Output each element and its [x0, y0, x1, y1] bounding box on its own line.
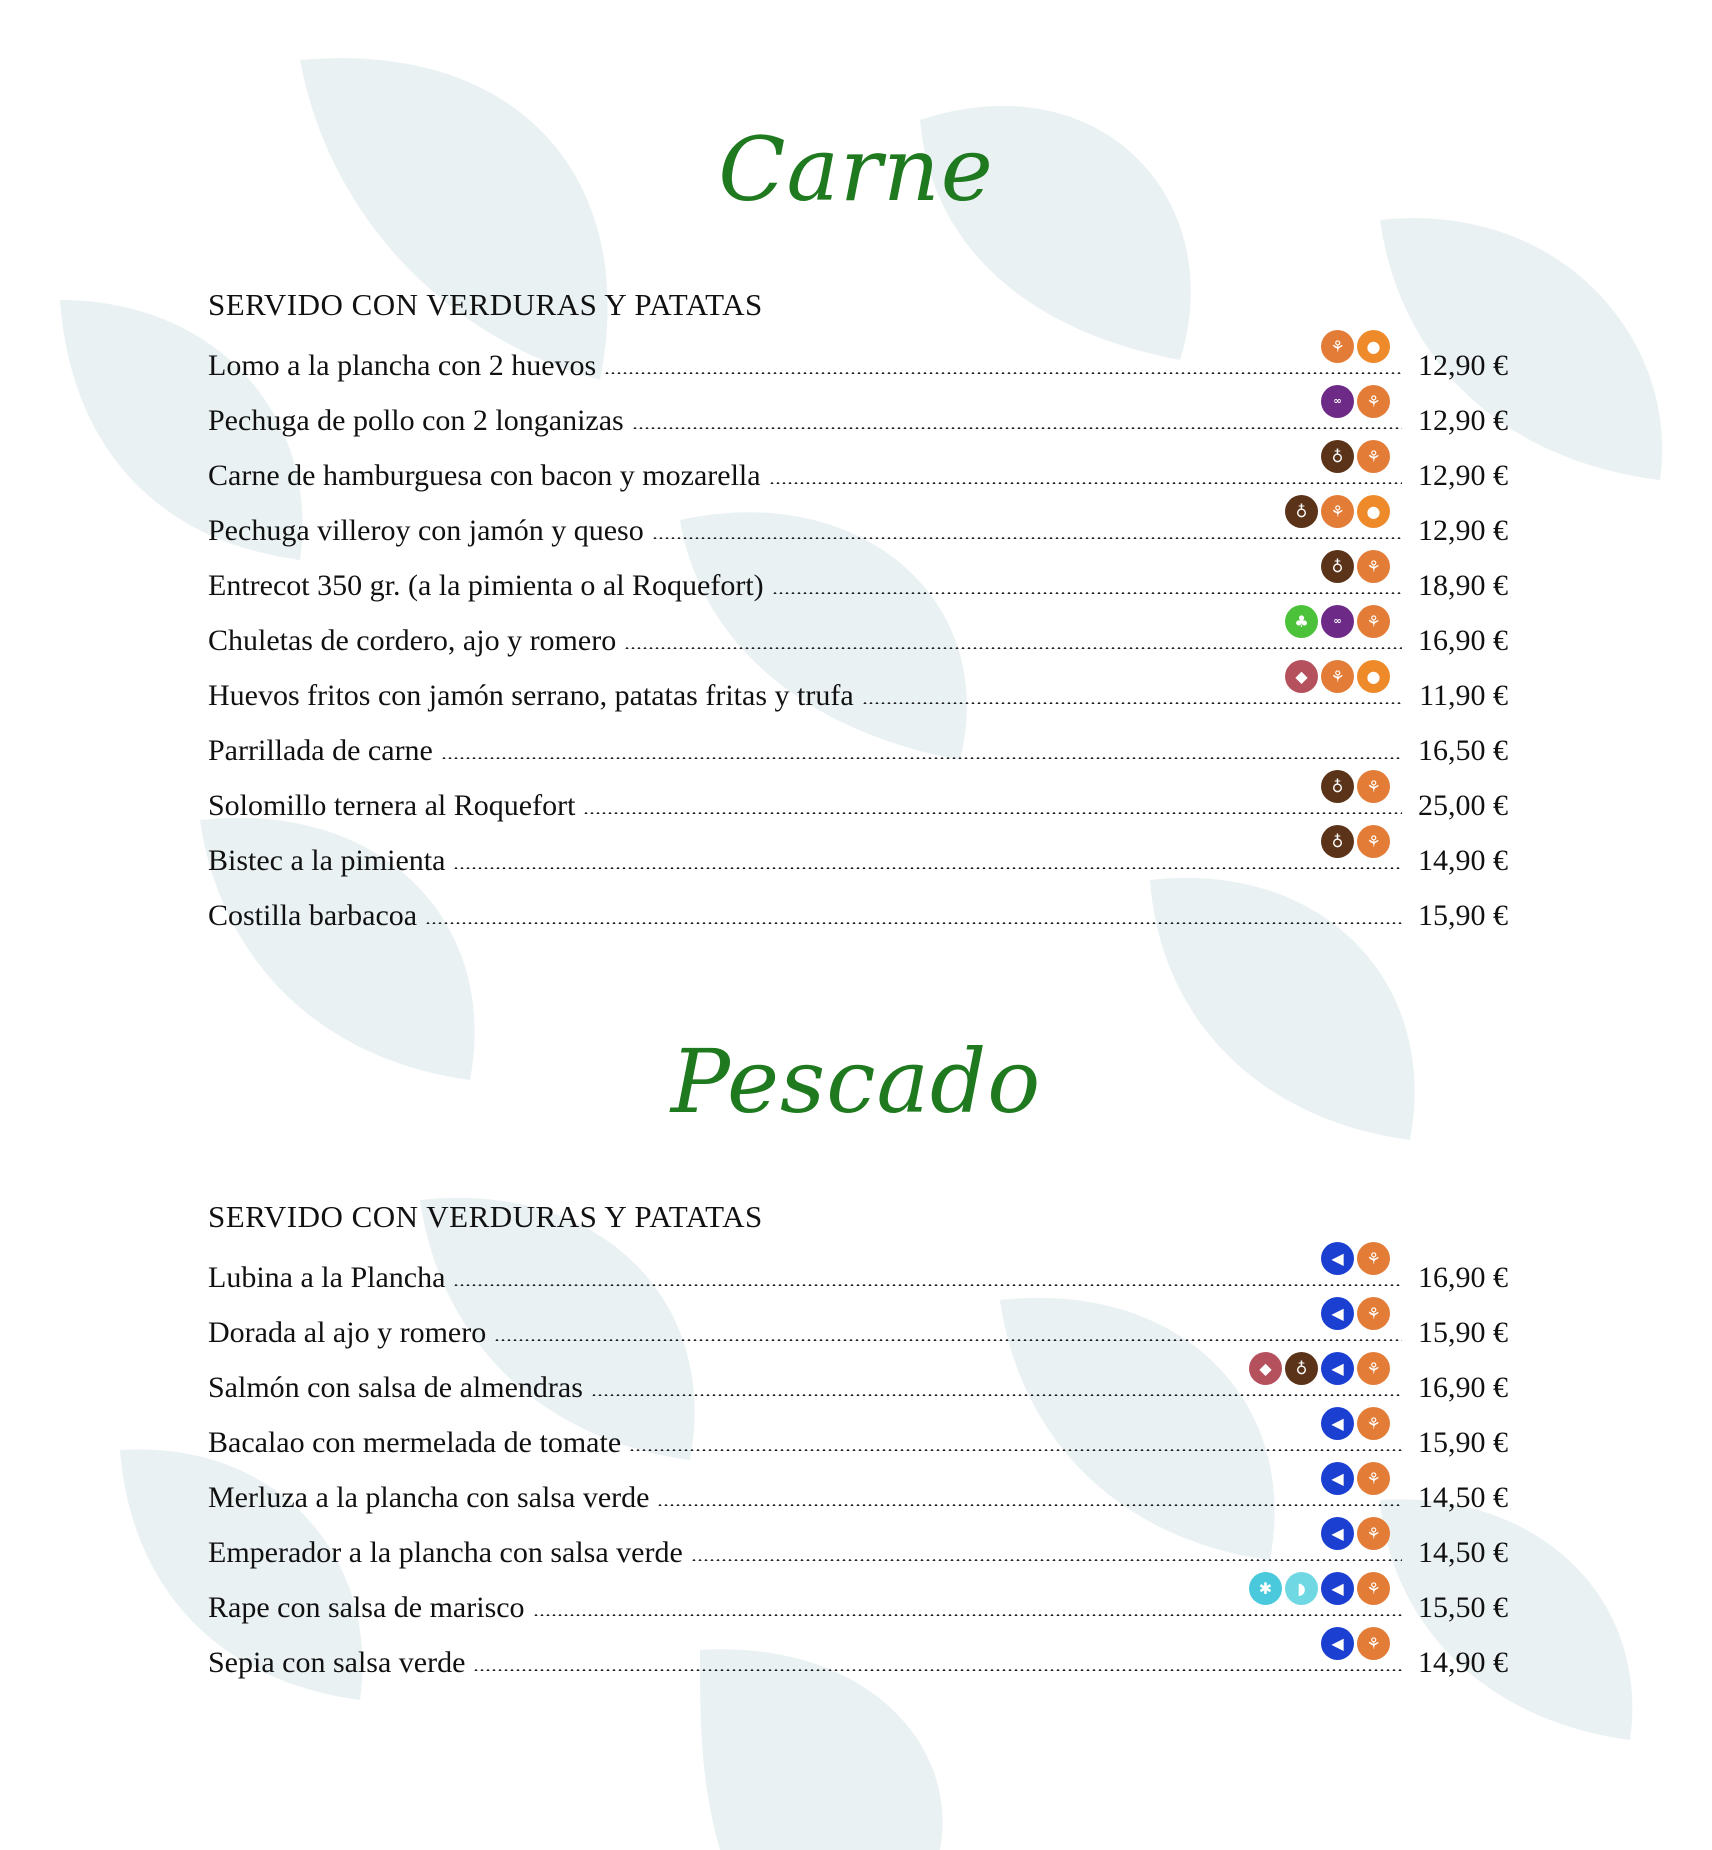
dot-leader	[772, 592, 1402, 594]
allergen-icons	[1321, 1517, 1390, 1550]
item-price: 16,90 €	[1418, 1261, 1508, 1294]
item-name: Merluza a la plancha con salsa verde	[208, 1481, 650, 1514]
item-price: 12,90 €	[1418, 514, 1508, 547]
item-price: 15,90 €	[1418, 1316, 1508, 1349]
item-price: 11,90 €	[1419, 679, 1508, 712]
item-name: Costilla barbacoa	[208, 899, 418, 932]
menu-item	[208, 1348, 1508, 1403]
menu-item	[208, 546, 1508, 601]
menu-item	[208, 876, 1508, 931]
item-price: 25,00 €	[1418, 789, 1508, 822]
fish-icon: ◀	[1321, 1572, 1354, 1605]
allergen-icons	[1285, 605, 1390, 638]
item-name: Salmón con salsa de almendras	[208, 1371, 583, 1404]
item-price: 16,90 €	[1418, 624, 1508, 657]
allergen-icons	[1321, 770, 1390, 803]
item-price: 14,90 €	[1418, 1646, 1508, 1679]
menu-list-carne	[208, 326, 1508, 931]
item-name: Lubina a la Plancha	[208, 1261, 446, 1294]
sulphite-icon: ∞	[1321, 605, 1354, 638]
wheat-icon: ⚘	[1357, 1242, 1390, 1275]
allergen-icons	[1321, 330, 1390, 363]
item-name: Chuletas de cordero, ajo y romero	[208, 624, 617, 657]
item-name: Bacalao con mermelada de tomate	[208, 1426, 622, 1459]
dot-leader	[624, 647, 1402, 649]
allergen-icons	[1321, 1297, 1390, 1330]
dot-leader	[629, 1449, 1402, 1451]
allergen-icons	[1321, 385, 1390, 418]
wheat-icon: ⚘	[1357, 440, 1390, 473]
item-name: Sepia con salsa verde	[208, 1646, 466, 1679]
item-name: Pechuga de pollo con 2 longanizas	[208, 404, 624, 437]
allergen-icons	[1321, 1242, 1390, 1275]
egg-icon: ●	[1357, 660, 1390, 693]
dot-leader	[691, 1559, 1402, 1561]
nut-icon: ◆	[1249, 1352, 1282, 1385]
item-price: 12,90 €	[1418, 459, 1508, 492]
allergen-icons	[1249, 1572, 1390, 1605]
menu-item	[208, 381, 1508, 436]
wheat-icon: ⚘	[1357, 1627, 1390, 1660]
dot-leader	[453, 1284, 1402, 1286]
milk-jug-icon: ♁	[1321, 770, 1354, 803]
fish-icon: ◀	[1321, 1242, 1354, 1275]
dot-leader	[533, 1614, 1402, 1616]
fish-icon: ◀	[1321, 1407, 1354, 1440]
item-price: 16,50 €	[1418, 734, 1508, 767]
item-name: Rape con salsa de marisco	[208, 1591, 525, 1624]
item-name: Lomo a la plancha con 2 huevos	[208, 349, 597, 382]
allergen-icons	[1321, 440, 1390, 473]
menu-item	[208, 1403, 1508, 1458]
dot-leader	[583, 812, 1402, 814]
item-name: Carne de hamburguesa con bacon y mozarella	[208, 459, 761, 492]
item-price: 18,90 €	[1418, 569, 1508, 602]
fish-icon: ◀	[1321, 1517, 1354, 1550]
item-price: 15,90 €	[1418, 1426, 1508, 1459]
item-name: Entrecot 350 gr. (a la pimienta o al Roquefort)	[208, 569, 764, 602]
milk-jug-icon: ♁	[1321, 550, 1354, 583]
wheat-icon: ⚘	[1357, 1462, 1390, 1495]
allergen-icons	[1285, 495, 1390, 528]
dot-leader	[591, 1394, 1402, 1396]
celery-icon: ♣	[1285, 605, 1318, 638]
menu-item	[208, 821, 1508, 876]
wheat-icon: ⚘	[1321, 330, 1354, 363]
item-price: 12,90 €	[1418, 349, 1508, 382]
fish-icon: ◀	[1321, 1297, 1354, 1330]
menu-item	[208, 766, 1508, 821]
allergen-icons	[1249, 1352, 1390, 1385]
item-name: Bistec a la pimienta	[208, 844, 446, 877]
wheat-icon: ⚘	[1357, 605, 1390, 638]
milk-jug-icon: ♁	[1321, 440, 1354, 473]
item-name: Solomillo ternera al Roquefort	[208, 789, 576, 822]
crab-icon: ✱	[1249, 1572, 1282, 1605]
menu-list-pescado	[208, 1238, 1508, 1678]
item-price: 14,90 €	[1418, 844, 1508, 877]
item-name: Pechuga villeroy con jamón y queso	[208, 514, 644, 547]
menu-item	[208, 711, 1508, 766]
item-name: Huevos fritos con jamón serrano, patatas fritas y trufa	[208, 679, 854, 712]
dot-leader	[441, 757, 1402, 759]
shell-icon: ◗	[1285, 1572, 1318, 1605]
dot-leader	[453, 867, 1402, 869]
menu-item	[208, 326, 1508, 381]
wheat-icon: ⚘	[1357, 1572, 1390, 1605]
menu-item	[208, 436, 1508, 491]
dot-leader	[657, 1504, 1402, 1506]
milk-jug-icon: ♁	[1321, 825, 1354, 858]
item-name: Dorada al ajo y romero	[208, 1316, 487, 1349]
milk-jug-icon: ♁	[1285, 495, 1318, 528]
allergen-icons	[1321, 1462, 1390, 1495]
nut-icon: ◆	[1285, 660, 1318, 693]
section-title-carne: Carne	[718, 118, 994, 221]
wheat-icon: ⚘	[1357, 1517, 1390, 1550]
fish-icon: ◀	[1321, 1352, 1354, 1385]
allergen-icons	[1285, 660, 1390, 693]
menu-item	[208, 1513, 1508, 1568]
egg-icon: ●	[1357, 330, 1390, 363]
dot-leader	[473, 1669, 1402, 1671]
dot-leader	[769, 482, 1402, 484]
menu-item	[208, 1238, 1508, 1293]
allergen-icons	[1321, 550, 1390, 583]
dot-leader	[425, 922, 1402, 924]
wheat-icon: ⚘	[1357, 1407, 1390, 1440]
wheat-icon: ⚘	[1357, 1352, 1390, 1385]
allergen-icons	[1321, 825, 1390, 858]
fish-icon: ◀	[1321, 1462, 1354, 1495]
egg-icon: ●	[1357, 495, 1390, 528]
milk-jug-icon: ♁	[1285, 1352, 1318, 1385]
wheat-icon: ⚘	[1357, 770, 1390, 803]
menu-item	[208, 1458, 1508, 1513]
item-name: Emperador a la plancha con salsa verde	[208, 1536, 683, 1569]
wheat-icon: ⚘	[1357, 550, 1390, 583]
wheat-icon: ⚘	[1321, 660, 1354, 693]
menu-item	[208, 1568, 1508, 1623]
sulphite-icon: ∞	[1321, 385, 1354, 418]
wheat-icon: ⚘	[1357, 385, 1390, 418]
section-subtitle-carne: SERVIDO CON VERDURAS Y PATATAS	[208, 287, 763, 322]
menu-item	[208, 1293, 1508, 1348]
item-price: 15,50 €	[1418, 1591, 1508, 1624]
item-price: 14,50 €	[1418, 1536, 1508, 1569]
menu-item	[208, 656, 1508, 711]
dot-leader	[862, 702, 1402, 704]
item-name: Parrillada de carne	[208, 734, 433, 767]
allergen-icons	[1321, 1627, 1390, 1660]
item-price: 15,90 €	[1418, 899, 1508, 932]
menu-item	[208, 601, 1508, 656]
wheat-icon: ⚘	[1357, 1297, 1390, 1330]
item-price: 16,90 €	[1418, 1371, 1508, 1404]
item-price: 12,90 €	[1418, 404, 1508, 437]
dot-leader	[494, 1339, 1402, 1341]
allergen-icons	[1321, 1407, 1390, 1440]
dot-leader	[652, 537, 1402, 539]
dot-leader	[632, 427, 1402, 429]
wheat-icon: ⚘	[1321, 495, 1354, 528]
menu-item	[208, 1623, 1508, 1678]
dot-leader	[604, 372, 1402, 374]
section-subtitle-pescado: SERVIDO CON VERDURAS Y PATATAS	[208, 1199, 763, 1234]
menu-item	[208, 491, 1508, 546]
section-title-pescado: Pescado	[670, 1030, 1042, 1133]
wheat-icon: ⚘	[1357, 825, 1390, 858]
fish-icon: ◀	[1321, 1627, 1354, 1660]
item-price: 14,50 €	[1418, 1481, 1508, 1514]
